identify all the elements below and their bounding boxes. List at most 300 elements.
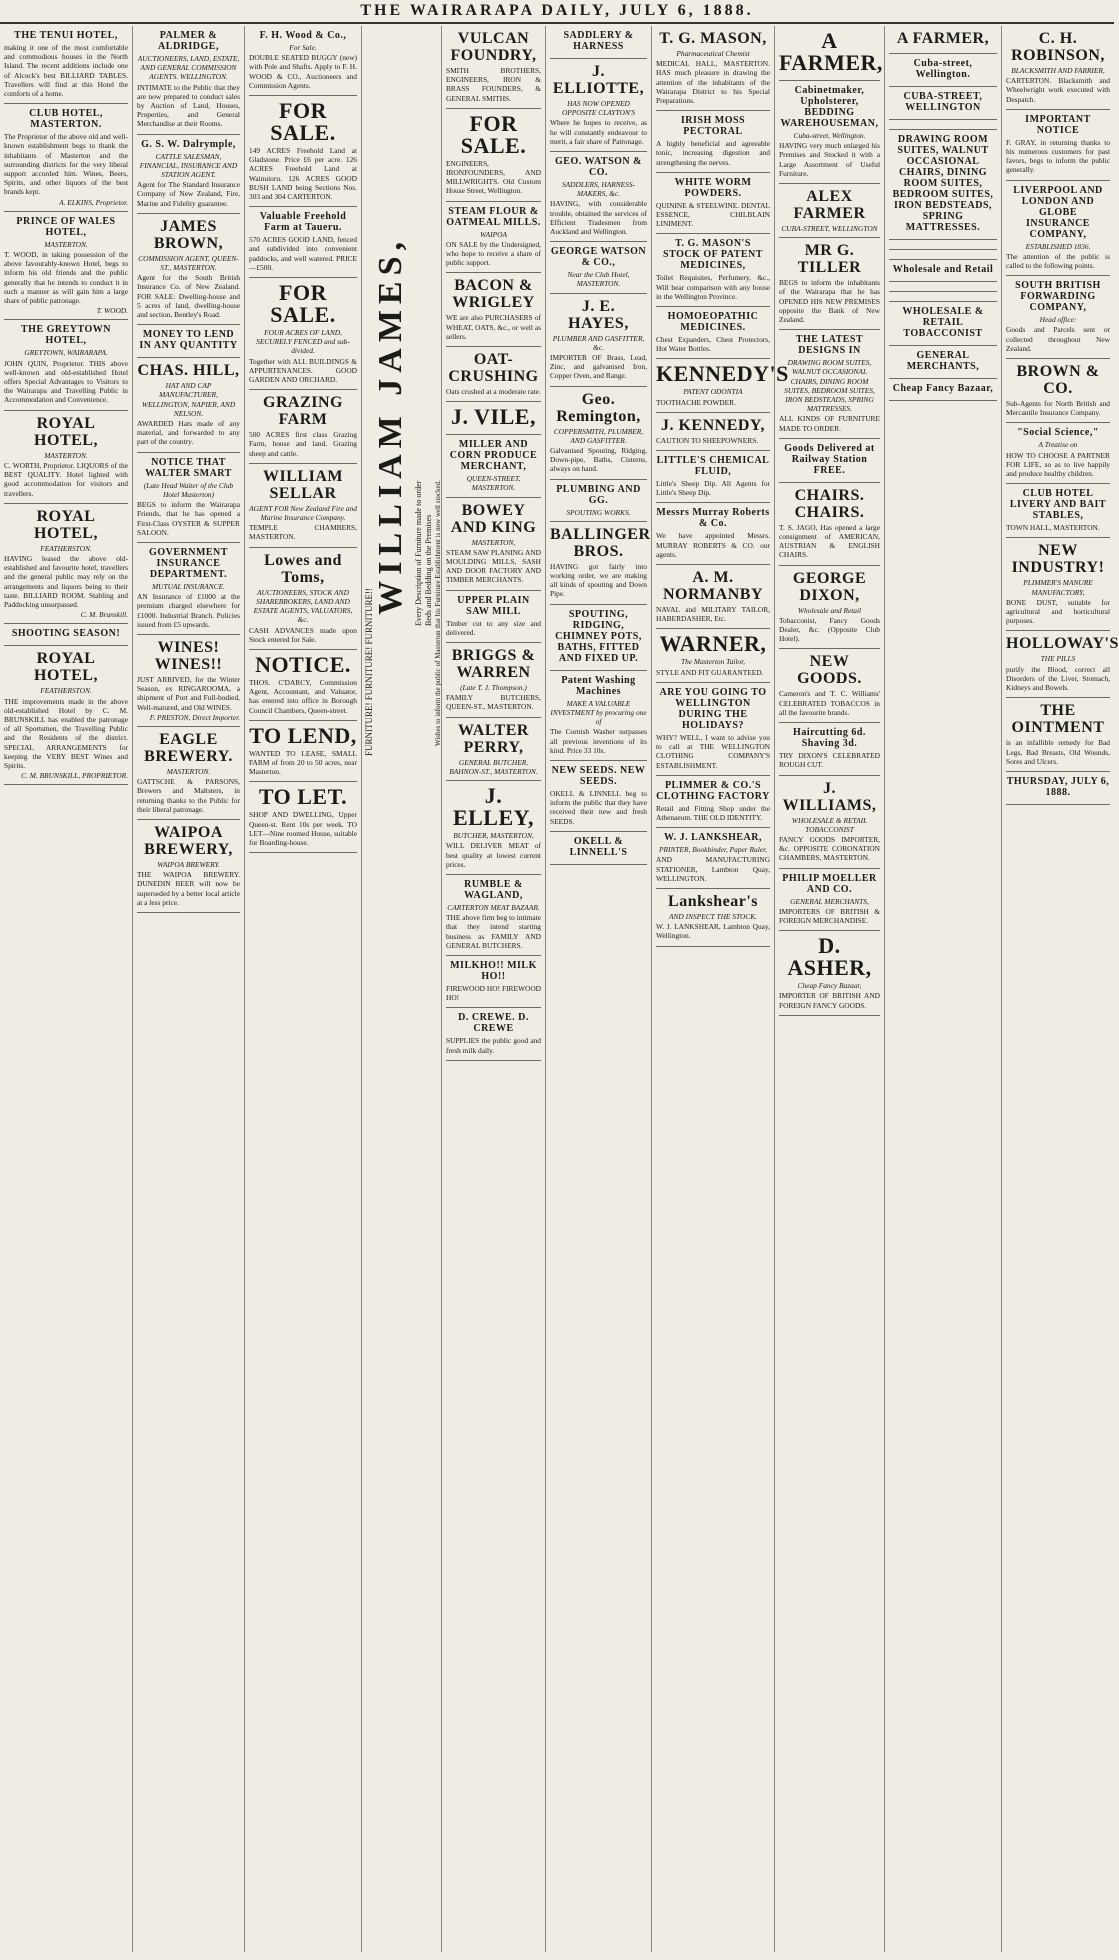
ad-subtitle: BUTCHER, MASTERTON,	[453, 831, 534, 841]
ad-title: NOTICE THAT WALTER SMART	[145, 456, 232, 479]
ad-subtitle: SPOUTING WORKS.	[566, 507, 631, 517]
ad-body: Chest Expanders, Chest Protectors, Hot Water Bottles.	[656, 335, 770, 354]
ad-subtitle: Pharmaceutical Chemist	[676, 49, 750, 58]
ad-body: ON SALE by the Undersigned, who hope to receive a share of public support.	[446, 239, 541, 268]
ad-block	[656, 451, 770, 503]
ad-title: WHITE WORM POWDERS.	[674, 176, 752, 199]
ad-body: making it one of the most comfortable and commodious houses in the North Island. The recent additions include one of Alcock's best BILLIARD TABLES. Travellers will find at this Hotel the comforts of a home.	[4, 43, 128, 99]
furniture-note-2: Beds and Bedding on the Premises	[424, 514, 433, 626]
ad-title: HOMOEOPATHIC MEDICINES.	[667, 311, 759, 334]
ad-subtitle: BLACKSMITH AND FARRIER,	[1011, 66, 1105, 75]
ad-block	[550, 761, 647, 832]
ad-subtitle: THE PILLS	[1040, 654, 1076, 664]
ad-title: NEW INDUSTRY!	[1011, 542, 1105, 577]
ad-block	[4, 320, 128, 410]
ad-body: W. J. LANKSHEAR, Lambton Quay, Wellington.	[656, 922, 770, 941]
ad-subtitle: For Sale.	[289, 43, 317, 52]
ad-block	[550, 59, 647, 152]
ad-title: SOUTH BRITISH FORWARDING COMPANY,	[1015, 280, 1101, 314]
ad-block	[1006, 484, 1110, 538]
ad-title: J. ELLEY,	[452, 783, 535, 831]
ad-subtitle: WHOLESALE & RETAIL TOBACCONIST	[791, 815, 868, 834]
ad-title: A. M. NORMANBY	[663, 569, 763, 604]
ad-title: GEORGE WATSON & CO.,	[550, 246, 647, 269]
column-4-furniture-ad	[362, 26, 442, 1952]
ad-body: AWARDED Hats made of any material, and forwarded to any part of the country.	[137, 419, 240, 447]
ad-title: J. WILLIAMS,	[782, 779, 877, 814]
ad-subtitle: CATTLE SALESMAN, FINANCIAL, INSURANCE AND STATION AGENT.	[139, 151, 238, 180]
ad-title: A FARMER,	[779, 28, 883, 75]
ad-block	[656, 503, 770, 565]
ad-body: T. WOOD, in taking possession of the above favourably-known Hotel, begs to inform his old friends and the public generally that he intends to conduct it in such a manner as will gain him a large share of public patronage.	[4, 250, 128, 306]
ad-body: SHOP AND DWELLING, Upper Queen-st. Rent 10s per week. TO LET—Nine roomed House, suitable for Boarding-house.	[249, 810, 357, 847]
ad-signature: A. ELKINS, Proprietor.	[59, 197, 128, 207]
ad-title: Cheap Fancy Bazaar,	[892, 383, 994, 394]
ad-title: OAT-CRUSHING	[448, 351, 539, 386]
ad-block	[446, 875, 541, 956]
ad-body: GATTSCHE & PARSONS, Brewers and Maltsters, in returning thanks to the Public for their liberal patronage.	[137, 777, 240, 814]
ad-subtitle: (Late T. J. Thompson.)	[460, 683, 527, 693]
ad-title: LITTLE'S CHEMICAL FLUID,	[656, 455, 770, 478]
ad-title: NEW SEEDS. NEW SEEDS.	[551, 764, 646, 787]
ad-block	[446, 1008, 541, 1060]
ad-subtitle: Wholesale and Retail	[797, 605, 862, 615]
ad-title: "Social Science,"	[1017, 427, 1099, 439]
ad-title: ARE YOU GOING TO WELLINGTON DURING THE HOLIDAYS?	[659, 686, 767, 731]
ad-title: WILLIAM SELLAR	[263, 467, 343, 502]
ad-body: 570 ACRES GOOD LAND, fenced and subdivided into convenient paddocks, and well watered. PRICE—£500.	[249, 235, 357, 272]
ad-block	[249, 464, 357, 548]
ad-title: CLUB HOTEL, MASTERTON.	[29, 108, 103, 131]
ad-title: Wholesale and Retail	[892, 264, 994, 275]
ad-block	[889, 250, 997, 260]
ad-title: Valuable Freehold Farm at Taueru.	[259, 211, 347, 234]
ad-body: IMPORTER OF BRITISH AND FOREIGN FANCY GOODS.	[779, 991, 880, 1010]
ad-block	[137, 453, 240, 543]
ad-block	[779, 81, 880, 184]
ad-title: J. E. HAYES,	[568, 297, 629, 332]
ad-subtitle: MASTERTON,	[471, 537, 516, 547]
ad-title: ROYAL HOTEL,	[34, 650, 98, 685]
ad-body: A highly beneficial and agreeable tonic, increasing digestion and strengthening the nerves.	[656, 139, 770, 167]
ad-block	[656, 776, 770, 828]
ad-title: D. CREWE. D. CREWE	[458, 1012, 529, 1035]
ad-body: STEAM SAW PLANING AND MOULDING MILLS, SASH AND DOOR FACTORY AND TIMBER MERCHANTS.	[446, 547, 541, 585]
ad-body: BONE DUST, suitable for agricultural and horticultural purposes.	[1006, 597, 1110, 626]
ad-block	[779, 184, 880, 238]
ad-block	[446, 109, 541, 202]
ad-block	[446, 498, 541, 591]
ad-subtitle: PLUMBER AND GASFITTER, &c.	[552, 333, 645, 352]
ad-body: NAVAL and MILITARY TAILOR, HABERDASHER, Etc.	[656, 605, 770, 624]
ad-title: SHOOTING SEASON!	[11, 628, 121, 640]
ad-body: CASH ADVANCES made upon Stock entered for Sale.	[249, 625, 357, 644]
ad-title: ALEX FARMER	[793, 188, 866, 223]
ad-block	[4, 411, 128, 504]
ad-body: THE WAIPOA BREWERY. DUNEDIN BEER will now be superseded by a better local article at a less price.	[137, 870, 240, 907]
column-2	[133, 26, 245, 1952]
ad-block	[4, 212, 128, 321]
ad-body: TOOTHACHE POWDER.	[656, 397, 736, 407]
ad-signature: C. M. Brunskill.	[80, 610, 128, 620]
ad-subtitle: MASTERTON.	[166, 766, 211, 776]
ad-block	[656, 307, 770, 359]
ad-block	[550, 242, 647, 293]
ad-block	[249, 650, 357, 721]
ad-title: PLUMBING AND GG.	[556, 483, 641, 506]
ad-body: Agent for the South British Insurance Co. of New Zealand. FOR SALE: Dwelling-house and 5 acres of land, dwelling-house and section, Bentley's Road.	[137, 273, 240, 320]
ad-subtitle: AUCTIONEERS, STOCK AND SHAREBROKERS, LAND AND ESTATE AGENTS, VALUATORS, &c.	[253, 587, 353, 625]
ad-block	[4, 624, 128, 646]
ad-title: GEORGE DIXON,	[792, 569, 867, 604]
ad-subtitle: AND INSPECT THE STOCK.	[668, 911, 758, 921]
ad-body: WILL DELIVER MEAT of best quality at lowest current prices.	[446, 841, 541, 869]
ad-title: LIVERPOOL AND LONDON AND GLOBE INSURANCE COMPANY,	[1013, 184, 1103, 240]
ad-title: G. S. W. Dalrymple,	[141, 138, 236, 150]
column-5	[442, 26, 546, 1952]
ad-subtitle: FEATHERSTON.	[40, 543, 92, 553]
ad-title: BACON & WRIGLEY	[452, 277, 535, 312]
ad-title: F. H. Wood & Co.,	[259, 30, 347, 41]
ad-title: ROYAL HOTEL,	[34, 507, 98, 542]
ad-title: MONEY TO LEND IN ANY QUANTITY	[139, 329, 238, 352]
masthead: THE WAIRARAPA DAILY, JULY 6, 1888.	[0, 0, 1114, 24]
ad-body: WANTED TO LEASE, SMALL FARM of from 20 to 50 acres, near Masterton.	[249, 748, 357, 777]
ad-block	[137, 820, 240, 913]
ad-body: BEGS to inform the Wairarapa Friends, that he has opened a First-Class OYSTER & SUPPER SALOON.	[137, 500, 240, 537]
ad-subtitle: HAS NOW OPENED OPPOSITE CLAYTON'S	[561, 99, 636, 118]
ad-subtitle: PATENT ODONTIA	[683, 387, 743, 397]
ad-block	[446, 718, 541, 781]
ad-title: CLUB HOTEL LIVERY AND BAIT STABLES,	[1009, 488, 1107, 522]
ad-block	[779, 330, 880, 439]
ad-subtitle: PRINTER, Bookbinder, Paper Ruler,	[659, 845, 767, 855]
ad-block	[550, 26, 647, 59]
ad-subtitle: SADDLERS, HARNESS-MAKERS, &c.	[561, 180, 636, 199]
ad-body: STYLE AND FIT GUARANTEED.	[656, 667, 764, 677]
ad-block	[889, 26, 997, 54]
ad-title: KENNEDY'S	[656, 361, 789, 387]
ad-block	[137, 135, 240, 214]
ad-block	[656, 111, 770, 173]
ad-body: ALL KINDS OF FURNITURE MADE TO ORDER.	[779, 414, 880, 433]
ad-body: IMPORTER OF Brass, Lead, Zinc, and galvanised Iron, Copper Oven, and Range.	[550, 353, 647, 381]
ad-block	[889, 87, 997, 120]
ad-title: DRAWING ROOM SUITES, WALNUT OCCASIONAL CHAIRS, DINING ROOM SUITES, BEDROOM SUITES, IRON BEDSTEADS, SPRING MATTRESSES.	[892, 134, 994, 233]
ad-body: FIREWOOD HO! FIREWOOD HO!	[446, 983, 541, 1003]
ad-block	[446, 402, 541, 435]
ad-block	[550, 522, 651, 605]
furniture-note-1: Every Description of Furniture made to order	[414, 480, 423, 626]
ad-title: ROYAL HOTEL,	[34, 414, 98, 449]
ad-block	[446, 347, 541, 402]
ad-title: MILLER AND CORN PRODUCE MERCHANT,	[449, 439, 538, 473]
ad-body: QUININE & STEELWINE. DENTAL ESSENCE, CHILBLAIN LINIMENT.	[656, 200, 770, 229]
ad-body: 500 ACRES first class Grazing Farm, house and land. Grazing sheep and cattle.	[249, 430, 357, 458]
ad-block	[4, 104, 128, 212]
ad-body: The Proprietor of the above old and well-known establishment begs to thank the inhabitants of Masterton and the surrounding districts for the very liberal support accorded him. Wines, Beers, Spirits, and other liquors of the best brands kept.	[4, 132, 128, 197]
ad-title: Haircutting 6d. Shaving 3d.	[793, 727, 866, 750]
ad-title: TO LET.	[258, 784, 348, 810]
ad-title: JAMES BROWN,	[153, 217, 224, 252]
ad-block	[656, 359, 789, 412]
ad-title: THE TENUI HOTEL,	[14, 30, 118, 41]
ad-body: WHY? WELL, I want to advise you to call at THE WELLINGTON CLOTHING COMPANY'S ESTABLISHMENT.	[656, 732, 770, 770]
ad-block	[779, 776, 880, 869]
ad-block	[1006, 423, 1110, 484]
ad-subtitle: WAIPOA BREWERY.	[157, 859, 220, 869]
ad-block	[137, 325, 240, 358]
column-6	[546, 26, 652, 1952]
ad-body: IMPORTERS OF BRITISH & FOREIGN MERCHANDISE.	[779, 906, 880, 925]
ad-body: HOW TO CHOOSE A PARTNER FOR LIFE, so as to live happily and produce healthy children.	[1006, 450, 1110, 479]
ad-body: TOWN HALL, MASTERTON.	[1006, 523, 1100, 533]
ad-block	[137, 358, 240, 452]
ad-title: GENERAL MERCHANTS,	[906, 350, 980, 372]
ad-block	[779, 931, 880, 1016]
ad-block	[4, 646, 128, 785]
ad-body: FAMILY BUTCHERS, QUEEN-ST., MASTERTON.	[446, 693, 541, 712]
ad-signature: T. WOOD.	[96, 306, 128, 316]
ad-body: JUST ARRIVED, for the Winter Season, ex RINGAROOMA, a shipment of Port and Full-bodied, Well-matured, and Old WINES.	[137, 674, 240, 712]
ad-title: T. G. MASON'S STOCK OF PATENT MEDICINES,	[663, 238, 763, 272]
ad-block	[1006, 698, 1110, 772]
ad-subtitle: CARTERTON MEAT BAZAAR.	[447, 902, 540, 912]
ad-block	[779, 26, 883, 81]
ad-title: C. H. ROBINSON,	[1011, 30, 1105, 64]
ad-title: Goods Delivered at Railway Station FREE.	[784, 442, 875, 476]
ad-subtitle: GENERAL MERCHANTS,	[790, 896, 869, 906]
ad-block	[137, 214, 240, 325]
ad-title: J. VILE,	[451, 404, 536, 430]
ad-title: MR G. TILLER	[797, 242, 862, 277]
ad-block	[779, 483, 880, 566]
ad-subtitle: HAT AND CAP MANUFACTURER, WELLINGTON, NAPIER, AND NELSON.	[141, 381, 236, 418]
ad-block	[1006, 538, 1110, 631]
ad-block	[656, 629, 770, 682]
ad-block	[779, 649, 880, 723]
ad-block	[656, 234, 770, 307]
ad-block	[889, 292, 997, 302]
ad-body: Goods and Parcels sent or collected throughout New Zealand.	[1006, 325, 1110, 353]
ad-block	[446, 591, 541, 643]
ad-block	[1006, 181, 1110, 277]
ad-body: Sub-Agents for North British and Mercantile Insurance Company.	[1006, 399, 1110, 418]
ad-block	[446, 643, 541, 718]
ad-block	[137, 543, 240, 635]
ad-title: EAGLE BREWERY.	[144, 730, 233, 765]
ad-body: THE above firm beg to intimate that they intend starting business as FAMILY AND GENERAL BUTCHERS.	[446, 913, 541, 950]
column-9	[885, 26, 1002, 1952]
ad-body: THE improvements made in the above old-established Hotel by C. M. BRUNSKILL has enabled the patronage of all Sportsmen, the Travelling Public and the Residents of the district. SPECIAL ARRANGEMENTS for keeping the VERY BEST Wines and Spirits.	[4, 696, 128, 770]
column-3	[245, 26, 362, 1952]
ad-subtitle: MASTERTON.	[44, 450, 88, 460]
ad-title: GRAZING FARM	[263, 394, 343, 429]
ad-subtitle: MUTUAL INSURANCE.	[152, 581, 225, 591]
ad-block	[446, 202, 541, 274]
ad-subtitle: PLIMMER'S MANURE MANUFACTORY,	[1023, 578, 1093, 597]
ad-title: BROWN & CO.	[1016, 363, 1100, 398]
ad-title: STEAM FLOUR & OATMEAL MILLS.	[446, 205, 541, 228]
ad-subtitle: A Treatise on	[1038, 440, 1078, 450]
ad-block	[1006, 772, 1110, 805]
ad-body: WE are also PURCHASERS of WHEAT, OATS, &c., or well as sellers.	[446, 313, 541, 341]
ad-title: CHAS. HILL,	[137, 362, 240, 380]
ad-title: PALMER & ALDRIDGE,	[158, 30, 219, 52]
column-7	[652, 26, 789, 1952]
ad-title: FOR SALE.	[270, 280, 336, 328]
ad-subtitle: QUEEN-STREET, MASTERTON.	[466, 474, 521, 493]
ad-block	[137, 727, 240, 820]
ad-body: purify the Blood, correct all Disorders of the Liver, Stomach, Kidneys and Bowels.	[1006, 664, 1110, 693]
ad-title: UPPER PLAIN SAW MILL	[457, 594, 530, 617]
ad-body: MEDICAL HALL, MASTERTON. HAS much pleasure in drawing the attention of the inhabitants of the Wairarapa District to his Special Preparations.	[656, 59, 770, 106]
ad-title: WALTER PERRY,	[458, 721, 529, 756]
ad-subtitle: Near the Club Hotel, MASTERTON.	[567, 270, 630, 289]
ad-block	[446, 435, 541, 497]
ad-body: We have appointed Messrs. MURRAY ROBERTS & CO. our agents.	[656, 531, 770, 559]
furniture-vertical-title: WILLIAM JAMES,	[372, 236, 409, 615]
ad-body: JOHN QUIN, Proprietor. THIS above well-known and old-established Hotel offers Special Advantages to Visitors to the Wairarapa and Travelling Public in Accommodation and Convenience.	[4, 358, 128, 405]
ad-subtitle: The Masterton Tailor,	[681, 657, 745, 667]
ad-block	[446, 26, 541, 109]
ad-title: VULCAN FOUNDRY,	[450, 30, 537, 64]
ad-body: Agent for The Standard Insurance Company of New Zealand, Fire, Marine and Fidelity guarantee.	[137, 180, 240, 208]
ad-block	[656, 413, 770, 451]
ad-body: HAVING leased the above old-established and favourite hotel, travellers and the general public may rely on the arrangements and liquors being to their taste. BILLIARD ROOM. Stabling and Paddocking unsurpassed.	[4, 553, 128, 609]
ad-body: AND MANUFACTURING STATIONER, Lambton Quay, WELLINGTON.	[656, 855, 770, 883]
ad-block	[656, 683, 770, 776]
ad-body: Toilet Requisites, Perfumery, &c., Will bear comparison with any house in the Wellington Province.	[656, 273, 770, 301]
ad-title: SADDLERY & HARNESS	[563, 30, 634, 52]
ad-title: J. ELLIOTTE,	[552, 63, 645, 97]
ad-block	[779, 566, 880, 650]
furniture-body: Wishes to inform the public of Masterton that his Furniture Establishment is now well stocked.	[434, 480, 442, 746]
ad-body: Timber cut to any size and delivered.	[446, 618, 541, 637]
ad-subtitle: AUCTIONEERS, LAND, ESTATE, AND GENERAL COMMISSION AGENTS. WELLINGTON.	[137, 54, 240, 82]
ad-signature: F. PRESTON, Direct Importer.	[149, 712, 240, 722]
ad-block	[550, 152, 647, 242]
ad-block	[4, 504, 128, 625]
ad-block	[249, 782, 357, 853]
ad-body: AN Insurance of £1000 at the premium charged elsewhere for £1000. Industrial Branch. Policies issued from £5 upwards.	[137, 592, 240, 629]
ad-body: Cameron's and T. C. Williams' CELEBRATED TOBACCOS in all the favourite brands.	[779, 689, 880, 717]
ad-title: THURSDAY, JULY 6, 1888.	[1006, 775, 1110, 798]
ad-block	[1006, 359, 1110, 423]
ad-body: HAVING very much enlarged his Premises and Stocked it with a Large Assortment of Useful Furniture.	[779, 141, 880, 178]
ad-block	[550, 480, 647, 522]
ad-title: Lowes and Toms,	[264, 551, 342, 586]
ad-title: TO LEND,	[249, 722, 357, 748]
column-1	[0, 26, 133, 1952]
ad-body: ENGINEERS, IRONFOUNDERS, AND MILLWRIGHTS. Old Custom House Street, Wellington.	[446, 158, 541, 196]
ad-title: BALLINGER BROS.	[550, 525, 651, 560]
ad-subtitle: WAIPOA	[480, 229, 507, 239]
ad-block	[889, 120, 997, 130]
ad-title: T. G. MASON,	[659, 30, 767, 47]
ad-block	[446, 273, 541, 347]
ad-title: MILKHO!! MILK HO!!	[450, 959, 537, 982]
ad-block	[446, 956, 541, 1008]
ad-title: Cuba-street, Wellington.	[913, 58, 973, 80]
ad-body: HAVING, with considerable trouble, obtained the services of Efficient Tradesmen from Auckland and Wellington.	[550, 199, 647, 237]
ad-block	[249, 26, 357, 96]
ad-title: NOTICE.	[255, 651, 351, 677]
ad-title: CUBA-STREET, WELLINGTON	[903, 91, 983, 113]
ad-block	[137, 26, 240, 135]
ad-body: 149 ACRES Freehold Land at Gladstone. Price £6 per acre. 126 ACRES Freehold Land at Wainuioru. 126 ACRES GOOD BUSH LAND being Sections Nos. 303 and 304 CARTERTON.	[249, 146, 357, 202]
ad-block	[446, 781, 541, 875]
ad-body: HAVING got fairly into working order, we are making all kinds of spouting and Down Pipe.	[550, 561, 647, 599]
ad-title: THE OINTMENT	[1011, 702, 1105, 737]
ad-subtitle: Head office:	[1039, 315, 1077, 325]
ad-title: Lankshear's	[668, 892, 758, 910]
ad-title: FOR SALE.	[460, 110, 527, 158]
ad-subtitle: AGENT FOR New Zealand Fire and Marine Insurance Company.	[249, 503, 357, 523]
ad-title: PLIMMER & CO.'S CLOTHING FACTORY	[656, 779, 770, 802]
ad-title: WHOLESALE & RETAIL TOBACCONIST	[902, 306, 984, 339]
ad-block	[889, 379, 997, 401]
ad-body: Retail and Fitting Shop under the Athenaeum. THE OLD IDENTITY.	[656, 803, 770, 822]
ad-block	[137, 635, 240, 727]
ad-title: Cabinetmaker, Upholsterer, BEDDING WAREHOUSEMAN,	[780, 85, 879, 129]
ad-subtitle: GREYTOWN, WAIRARAPA.	[24, 348, 108, 358]
ad-title: WINES! WINES!!	[154, 638, 223, 673]
ad-title: D. ASHER,	[787, 933, 872, 981]
ad-title: HOLLOWAY'S	[1006, 635, 1119, 653]
ad-block	[1006, 26, 1110, 110]
column-8	[775, 26, 885, 1952]
ad-body: F. GRAY, in returning thanks to his numerous customers for past favors, begs to inform the public generally.	[1006, 137, 1110, 175]
ad-block	[249, 207, 357, 278]
ad-body: T. S. JAGO, Has opened a large consignment of AMERICAN, AUSTRIAN & ENGLISH CHAIRS.	[779, 522, 880, 560]
ad-block	[779, 869, 880, 932]
ad-body: INTIMATE to the Public that they are now prepared to conduct sales by Auction of Land, Houses, Properties, and General Merchandise at their Rooms.	[137, 82, 240, 129]
ad-title: RUMBLE & WAGLAND,	[464, 878, 523, 901]
ad-block	[1006, 631, 1119, 698]
ad-subtitle: CUBA-STREET, WELLINGTON	[781, 224, 878, 234]
ad-title: SPOUTING, RIDGING, CHIMNEY POTS, BATHS, FITTED AND FIXED UP.	[555, 608, 642, 664]
ad-block	[889, 54, 997, 87]
ad-block	[779, 439, 880, 483]
ad-block	[550, 294, 647, 387]
ad-body: The attention of the public is called to the following points.	[1006, 251, 1110, 271]
ad-block	[889, 346, 997, 379]
ad-title: WARNER,	[659, 631, 767, 657]
ad-title: GOVERNMENT INSURANCE DEPARTMENT.	[149, 546, 228, 580]
ad-title: GEO. WATSON & CO.	[555, 156, 642, 179]
ad-block	[656, 173, 770, 235]
ad-block	[779, 723, 880, 775]
ad-block	[656, 26, 770, 111]
ad-body: Little's Sheep Dip. All Agents for Little's Sheep Dip.	[656, 479, 770, 498]
ad-block	[550, 671, 647, 761]
ad-block	[889, 282, 997, 292]
ad-body: CAUTION TO SHEEPOWNERS.	[656, 435, 759, 445]
ad-body: TRY DIXON'S CELEBRATED ROUGH CUT.	[779, 751, 880, 770]
ad-title: Geo. Remington,	[556, 390, 641, 425]
ad-block	[889, 240, 997, 250]
ad-block	[249, 721, 357, 783]
ad-block	[249, 278, 357, 390]
ad-title: J. KENNEDY,	[660, 416, 766, 434]
ad-subtitle: COMMISSION AGENT, QUEEN-ST., MASTERTON.	[138, 253, 239, 273]
ad-title: BOWEY AND KING	[450, 501, 537, 536]
ad-subtitle: Cuba-street, Wellington.	[793, 131, 866, 140]
ad-body: Oats crushed at a moderate rate.	[446, 387, 541, 397]
ad-body: DOUBLE SEATED BUGGY (new) with Pole and Shafts. Apply to F. H. WOOD & CO., Auctioneers and Commission Agents.	[249, 53, 357, 90]
ad-body: Galvanised Spouting, Ridging, Down-pipe, Baths, Cisterns, always on hand.	[550, 446, 647, 474]
